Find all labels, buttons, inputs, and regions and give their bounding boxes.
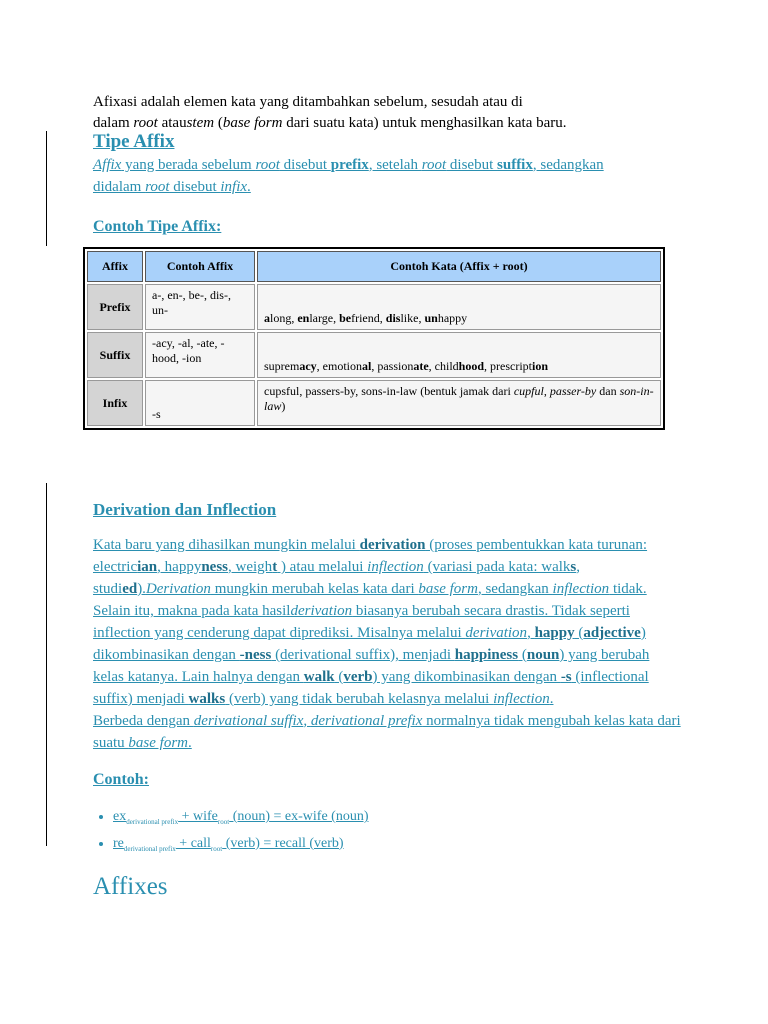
row-examples: -acy, -al, -ate, -hood, -ion — [145, 332, 255, 378]
margin-bar-bottom — [46, 483, 47, 846]
header-contoh-affix: Contoh Affix — [145, 251, 255, 282]
derivation-heading[interactable]: Derivation dan Inflection — [93, 500, 277, 519]
row-words: along, enlarge, befriend, dislike, unhappy — [257, 284, 661, 330]
row-examples: -s — [145, 380, 255, 426]
row-words: cupsful, passers-by, sons-in-law (bentuk jamak dari cupful, passer-by dan son-in-law) — [257, 380, 661, 426]
contoh-heading[interactable]: Contoh: — [93, 771, 150, 788]
derivation-paragraph[interactable]: Kata baru yang dihasilkan mungkin melalui derivation (proses pembentukkan kata turunan: electrician, happyness, weight ) atau melalui inflection (variasi pada kata: walks, studied).Derivation mungkin merubah kelas kata dari base form, sedangkan inflection tidak. Selain itu, makna pada kata hasilderivation biasanya berubah secara drastis. Tidak seperti inflection yang cenderung dapat diprediksi. Misalnya melalui derivation, happy (adjective) dikombinasikan dengan -ness (derivational suffix), menjadi happiness (noun) yang berubah kelas katanya. Lain halnya dengan walk (verb) yang dikombinasikan dengan -s (inflectional suffix) menjadi walks (verb) yang tidak berubah kelasnya melalui inflection. Berbeda dengan derivational suffix, derivational prefix normalnya tidak mengubah kelas kata dari suatu base form. — [93, 537, 681, 751]
row-type: Infix — [87, 380, 143, 426]
contoh-list — [93, 806, 368, 860]
table-row — [87, 284, 661, 330]
row-type: Suffix — [87, 332, 143, 378]
table-header-row — [87, 251, 661, 282]
row-type: Prefix — [87, 284, 143, 330]
list-item[interactable]: • $re_{derivational prefix}$ + call$_{root}$ (verb) = recall (verb) — [113, 833, 368, 860]
contoh-tipe-affix-heading[interactable]: Contoh Tipe Affix: — [93, 218, 222, 235]
affix-table — [83, 247, 665, 430]
list-item[interactable]: • $ex_{derivational prefix}$ + wife$_{root}$ (noun) = ex-wife (noun) — [113, 806, 368, 833]
tipe-affix-paragraph[interactable]: Affix yang berada sebelum root disebut prefix, setelah root disebut suffix, sedangkan didalam root disebut infix. — [93, 157, 604, 195]
tipe-affix-heading[interactable]: Tipe Affix — [93, 131, 175, 152]
header-affix: Affix — [87, 251, 143, 282]
header-contoh-kata: Contoh Kata (Affix + root) — [257, 251, 661, 282]
row-words: supremacy, emotional, passionate, childhood, prescription — [257, 332, 661, 378]
row-examples: a-, en-, be-, dis-, un- — [145, 284, 255, 330]
intro-paragraph: Afixasi adalah elemen kata yang ditambahkan sebelum, sesudah atau di dalam root ataustem (base form dari suatu kata) untuk menghasilkan kata baru. — [93, 94, 567, 131]
margin-bar-top — [46, 131, 47, 246]
affixes-heading: Affixes — [93, 873, 168, 900]
table-row — [87, 380, 661, 426]
table-row — [87, 332, 661, 378]
